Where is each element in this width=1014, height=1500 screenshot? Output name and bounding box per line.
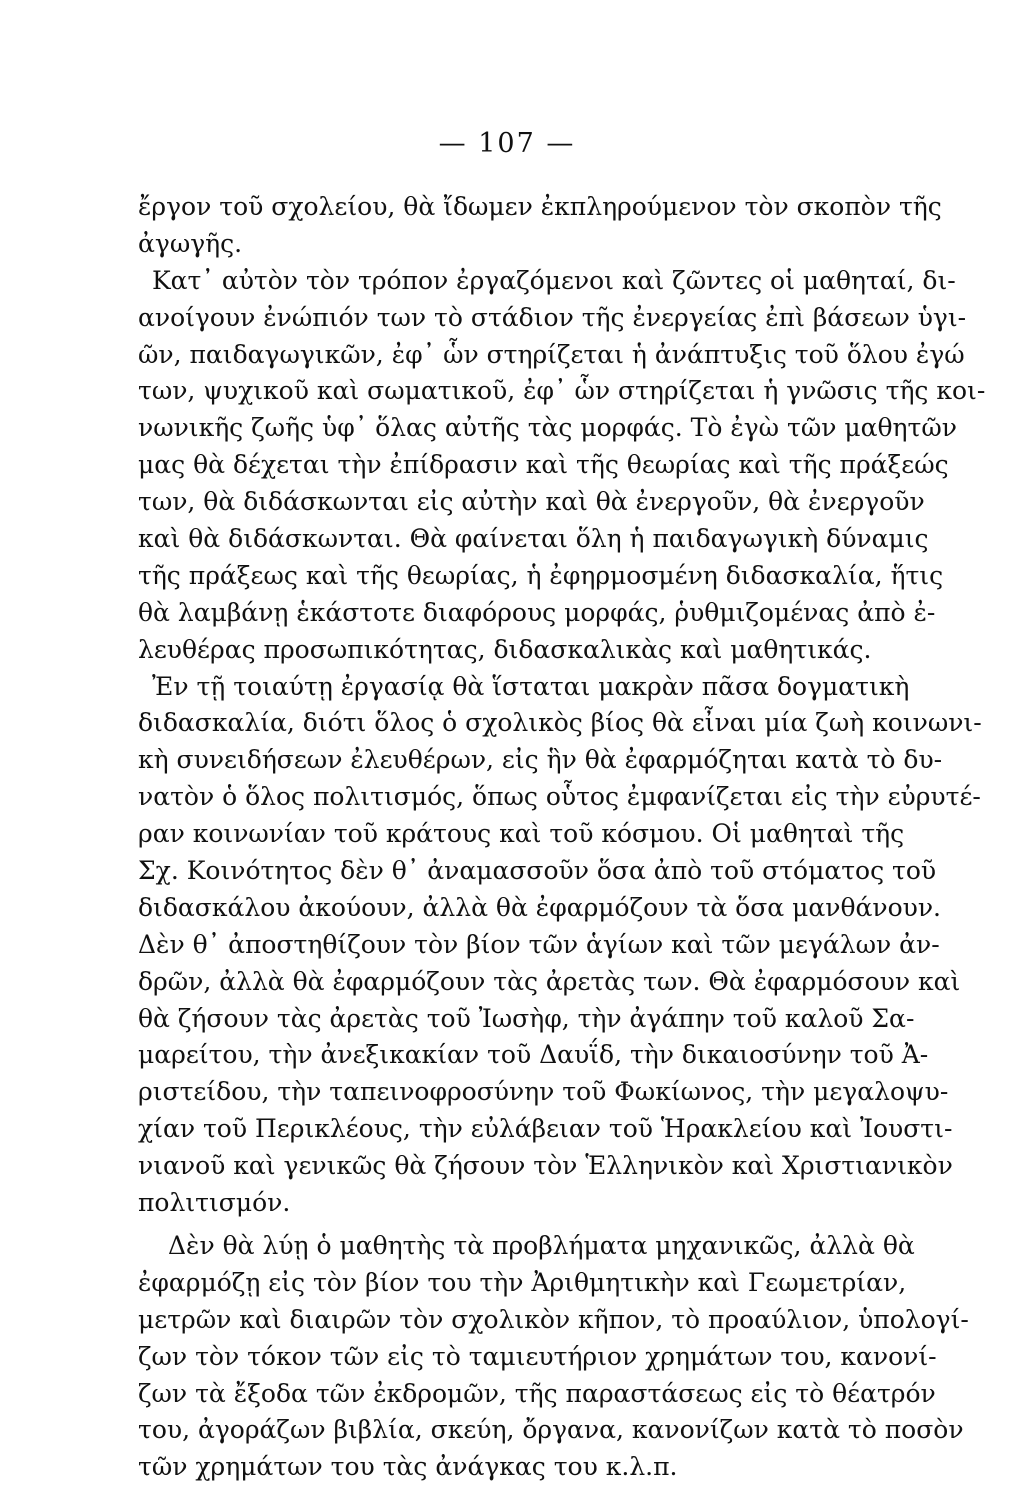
text-line: ἔργον τοῦ σχολείου, θὰ ἴδωμεν ἐκπληρούμενον τὸν σκοπὸν τῆς	[138, 192, 942, 221]
text-line: δρῶν, ἀλλὰ θὰ ἐφαρμόζουν τὰς ἀρετὰς των. Θὰ ἐφαρμόσουν καὶ	[138, 966, 961, 996]
text-line: ανοίγουν ἐνώπιόν των τὸ στάδιον τῆς ἐνεργείας ἐπὶ βάσεων ὑγι-	[138, 302, 967, 332]
text-line: κὴ συνειδήσεων ἐλευθέρων, εἰς ἣν θὰ ἐφαρμόζηται κατὰ τὸ δυ-	[138, 745, 943, 775]
text-line: μετρῶν καὶ διαιρῶν τὸν σχολικὸν κῆπον, τὸ προαύλιον, ὑπολογί-	[138, 1304, 969, 1334]
text-line: των, θὰ διδάσκωνται εἰς αὐτὴν καὶ θὰ ἐνεργοῦν, θὰ ἐνεργοῦν	[138, 487, 925, 517]
text-line: ραν κοινωνίαν τοῦ κράτους καὶ τοῦ κόσμου. Οἱ μαθηταὶ τῆς	[138, 819, 905, 849]
text-line: διδασκαλία, διότι ὅλος ὁ σχολικὸς βίος θὰ εἶναι μία ζωὴ κοινωνι-	[138, 708, 982, 738]
text-line: νωνικῆς ζωῆς ὑφ᾽ ὅλας αὐτῆς τὰς μορφάς. Τὸ ἐγὼ τῶν μαθητῶν	[138, 413, 957, 443]
text-line: ζων τὰ ἔξοδα τῶν ἐκδρομῶν, τῆς παραστάσεως εἰς τὸ θέατρόν	[138, 1378, 936, 1408]
text-line: νατὸν ὁ ὅλος πολιτισμός, ὅπως οὗτος ἐμφανίζεται εἰς τὴν εὐρυτέ-	[138, 782, 981, 812]
text-line: ζων τὸν τόκον τῶν εἰς τὸ ταμιευτήριον χρημάτων του, κανονί-	[138, 1341, 937, 1371]
text-line: ριστείδου, τὴν ταπεινοφροσύνην τοῦ Φωκίωνος, τὴν μεγαλοψυ-	[138, 1077, 949, 1107]
text-line: χίαν τοῦ Περικλέους, τὴν εὐλάβειαν τοῦ Ἡρακλείου καὶ Ἰουστι-	[138, 1114, 953, 1144]
text-line: Δὲν θ᾽ ἀποστηθίζουν τὸν βίον τῶν ἁγίων καὶ τῶν μεγάλων ἀν-	[138, 929, 940, 959]
text-line: διδασκάλου ἀκούουν, ἀλλὰ θὰ ἐφαρμόζουν τὰ ὅσα μανθάνουν.	[138, 892, 941, 922]
text-line: Ἐν τῇ τοιαύτῃ ἐργασίᾳ θὰ ἵσταται μακρὰν πᾶσα δογματικὴ	[152, 671, 910, 701]
text-line: ἐφαρμόζῃ εἰς τὸν βίον του τὴν Ἀριθμητικὴν καὶ Γεωμετρίαν,	[138, 1267, 907, 1297]
text-line: ῶν, παιδαγωγικῶν, ἐφ᾽ ὧν στηρίζεται ἡ ἀνάπτυξις τοῦ ὅλου ἐγώ	[138, 339, 965, 369]
text-line: ἀγωγῆς.	[138, 228, 243, 258]
text-line: τῆς πράξεως καὶ τῆς θεωρίας, ἡ ἐφηρμοσμένη διδασκαλία, ἥτις	[138, 560, 944, 590]
text-line: λευθέρας προσωπικότητας, διδασκαλικὰς καὶ μαθητικάς.	[138, 634, 872, 664]
text-line: θὰ λαμβάνῃ ἑκάστοτε διαφόρους μορφάς, ῥυθμιζομένας ἀπὸ ἐ-	[138, 597, 936, 627]
text-line: νιανοῦ καὶ γενικῶς θὰ ζήσουν τὸν Ἑλληνικὸν καὶ Χριστιανικὸν	[138, 1151, 953, 1181]
text-line: του, ἀγοράζων βιβλία, σκεύη, ὄργανα, κανονίζων κατὰ τὸ ποσὸν	[138, 1415, 964, 1445]
text-line: μαρείτου, τὴν ἀνεξικακίαν τοῦ Δαυΐδ, τὴν δικαιοσύνην τοῦ Ἀ-	[138, 1040, 929, 1070]
text-line: Δὲν θὰ λύῃ ὁ μαθητὴς τὰ προβλήματα μηχανικῶς, ἀλλὰ θὰ	[168, 1230, 915, 1260]
text-line: πολιτισμόν.	[138, 1188, 291, 1218]
text-line: θὰ ζήσουν τὰς ἀρετὰς τοῦ Ἰωσὴφ, τὴν ἀγάπην τοῦ καλοῦ Σα-	[138, 1003, 915, 1033]
text-line: μας θὰ δέχεται τὴν ἐπίδρασιν καὶ τῆς θεωρίας καὶ τῆς πράξεώς	[138, 450, 949, 480]
text-line: καὶ θὰ διδάσκωνται. Θὰ φαίνεται ὅλη ἡ παιδαγωγικὴ δύναμις	[138, 524, 929, 554]
text-line: των, ψυχικοῦ καὶ σωματικοῦ, ἐφ᾽ ὧν στηρίζεται ἡ γνῶσις τῆς κοι-	[138, 376, 986, 406]
text-line: Σχ. Κοινότητος δὲν θ᾽ ἀναμασσοῦν ὅσα ἀπὸ τοῦ στόματος τοῦ	[138, 856, 937, 886]
page-number: — 107 —	[438, 128, 576, 159]
text-line: τῶν χρημάτων του τὰς ἀνάγκας του κ.λ.π.	[138, 1452, 678, 1482]
body-text	[138, 189, 986, 1486]
text-line: Κατ᾽ αὐτὸν τὸν τρόπον ἐργαζόμενοι καὶ ζῶντες οἱ μαθηταί, δι-	[152, 265, 956, 295]
